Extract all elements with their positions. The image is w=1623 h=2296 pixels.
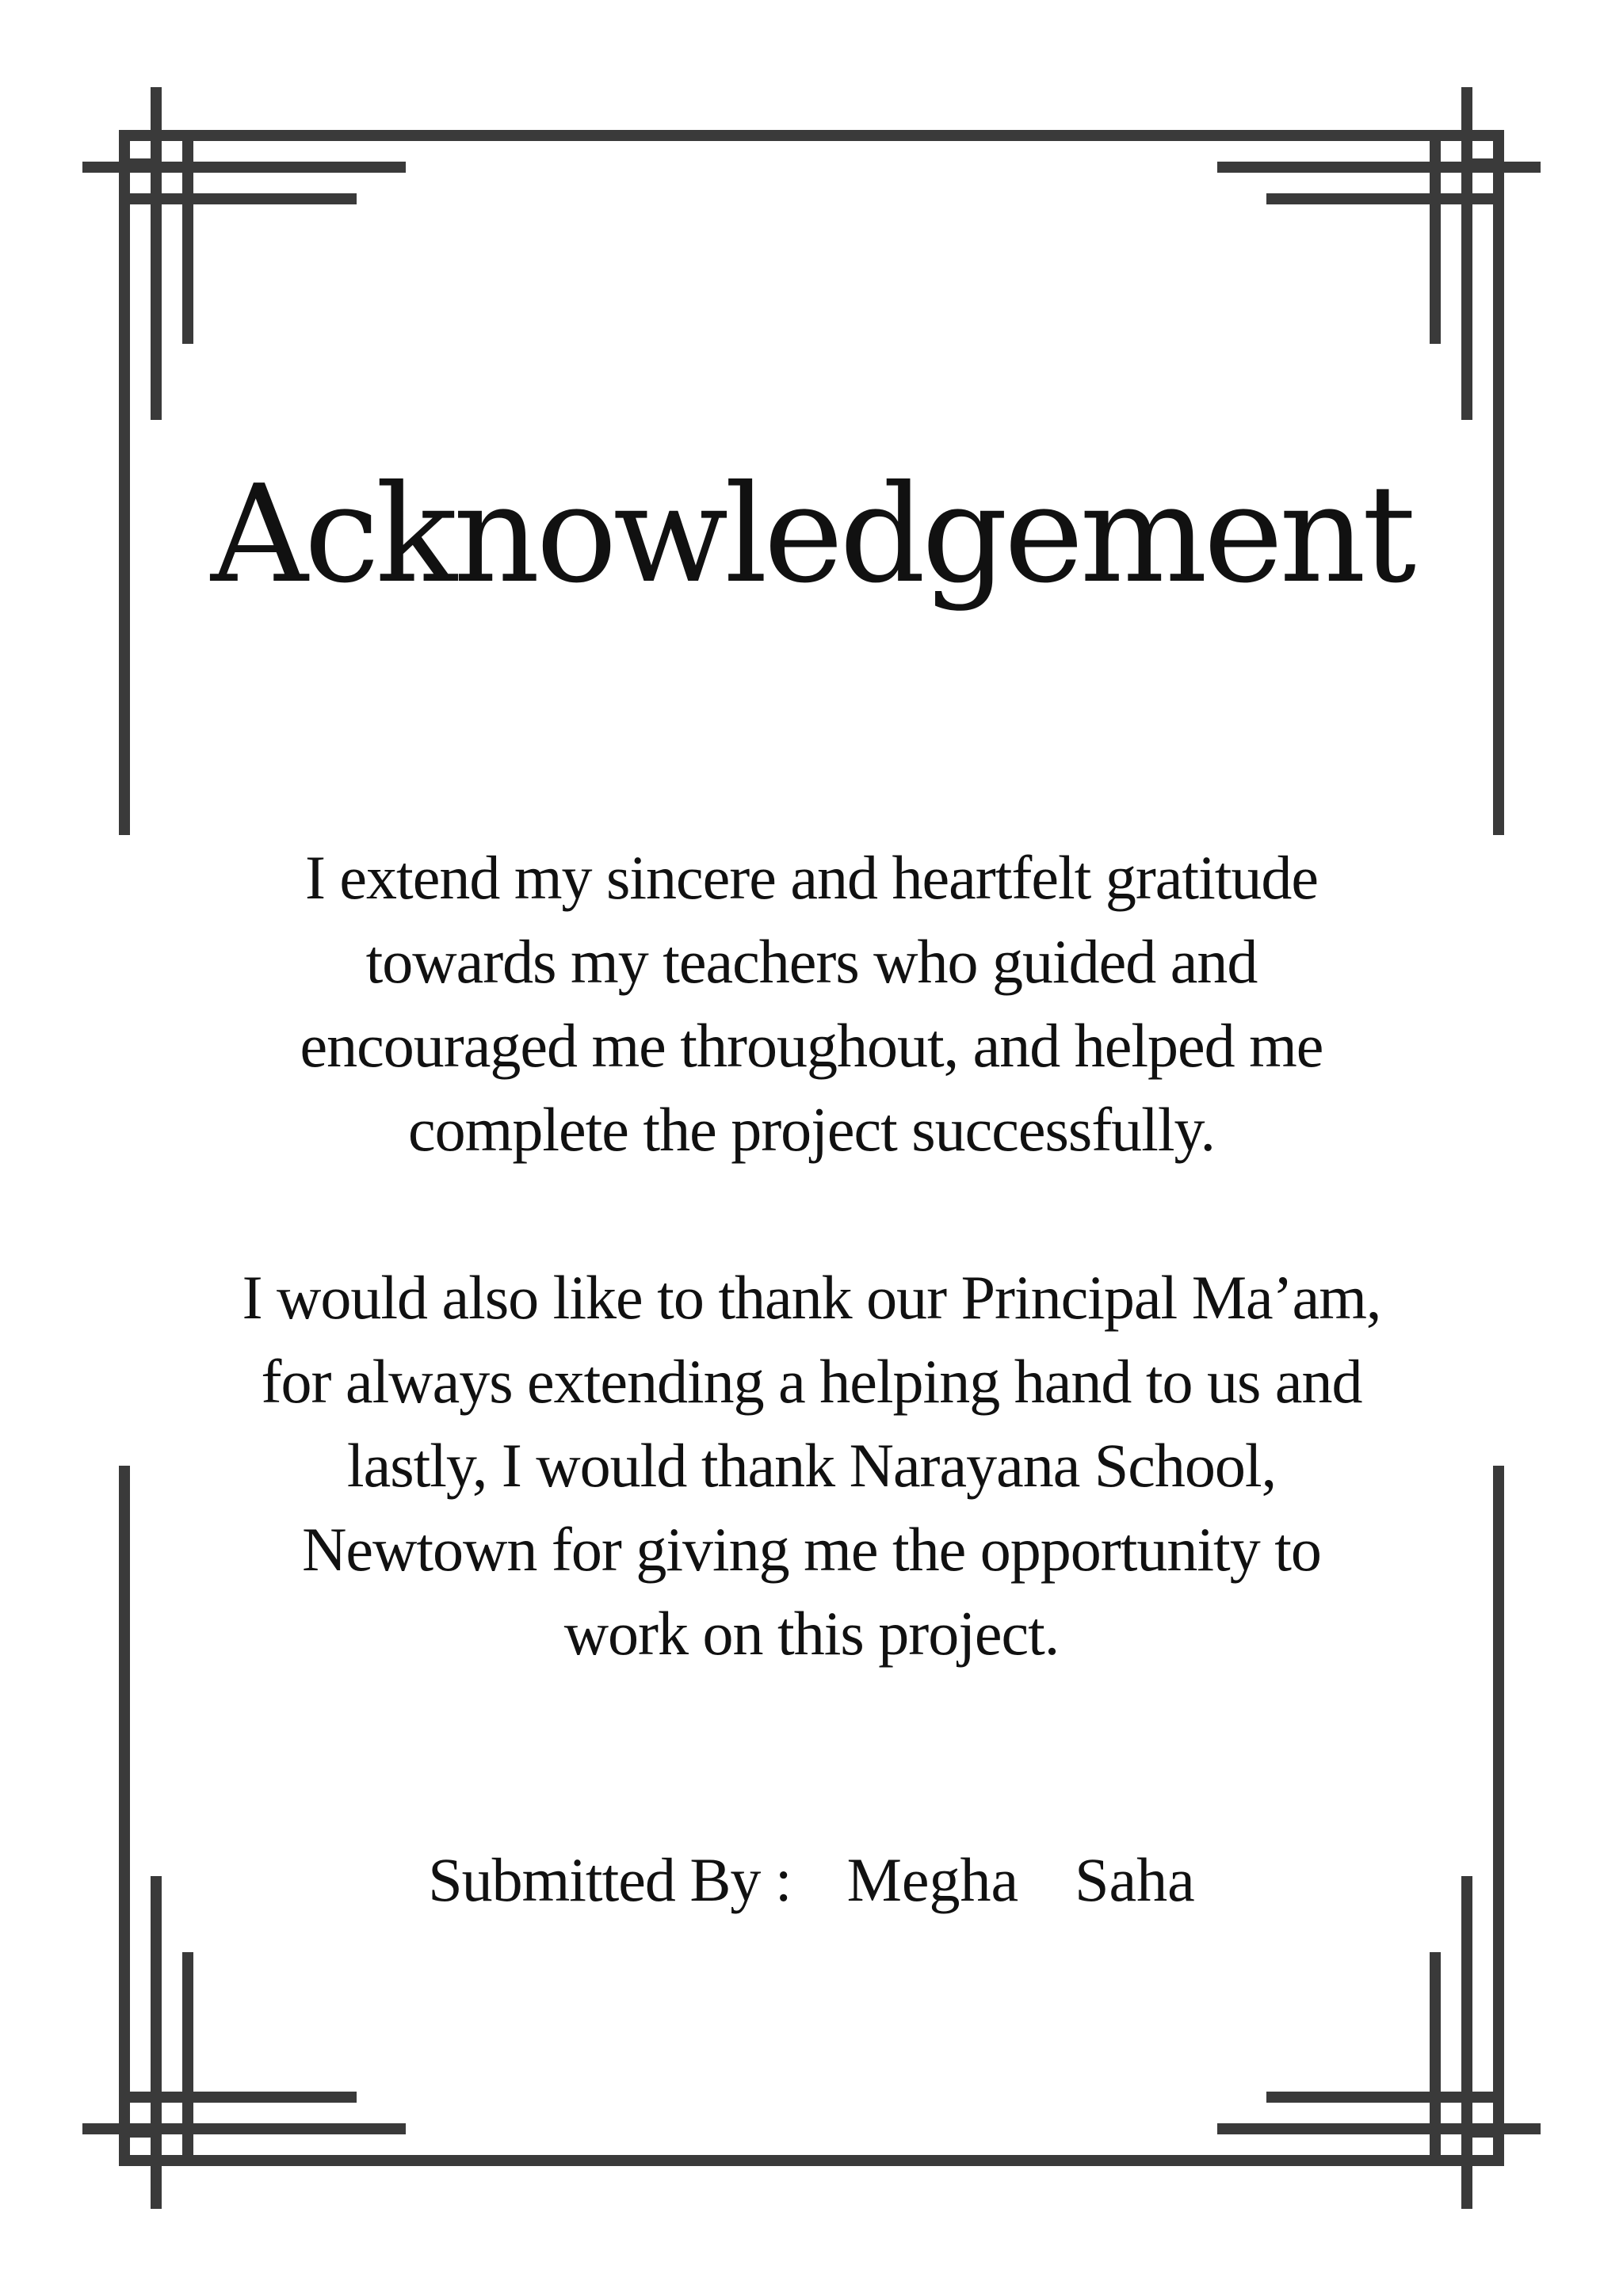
- paragraph-line: complete the project successfully.: [408, 1095, 1215, 1164]
- paragraph-line: encouraged me throughout, and helped me: [300, 1011, 1323, 1080]
- thanks-paragraph: [0, 1256, 1623, 1676]
- paragraph-line: lastly, I would thank Narayana School,: [346, 1431, 1277, 1500]
- paragraph-line: I would also like to thank our Principal Ma’am,: [242, 1263, 1381, 1332]
- paragraph-line: towards my teachers who guided and: [365, 927, 1258, 996]
- paragraph-line: Newtown for giving me the opportunity to: [302, 1515, 1321, 1584]
- author-name: Megha Saha: [846, 1845, 1195, 1914]
- paragraph-line: I extend my sincere and heartfelt gratitude: [304, 843, 1319, 912]
- border-bottom-edge: [119, 2155, 1504, 2166]
- border-top-edge: [119, 130, 1504, 141]
- gratitude-paragraph: [0, 836, 1623, 1172]
- submitted-by-label: Submitted By :: [428, 1845, 792, 1914]
- paragraph-line: work on this project.: [563, 1599, 1060, 1668]
- paragraph-line: for always extending a helping hand to us and: [261, 1347, 1362, 1416]
- submitted-by-line: [0, 1838, 1623, 1922]
- page-title: Acknowledgement: [210, 456, 1413, 613]
